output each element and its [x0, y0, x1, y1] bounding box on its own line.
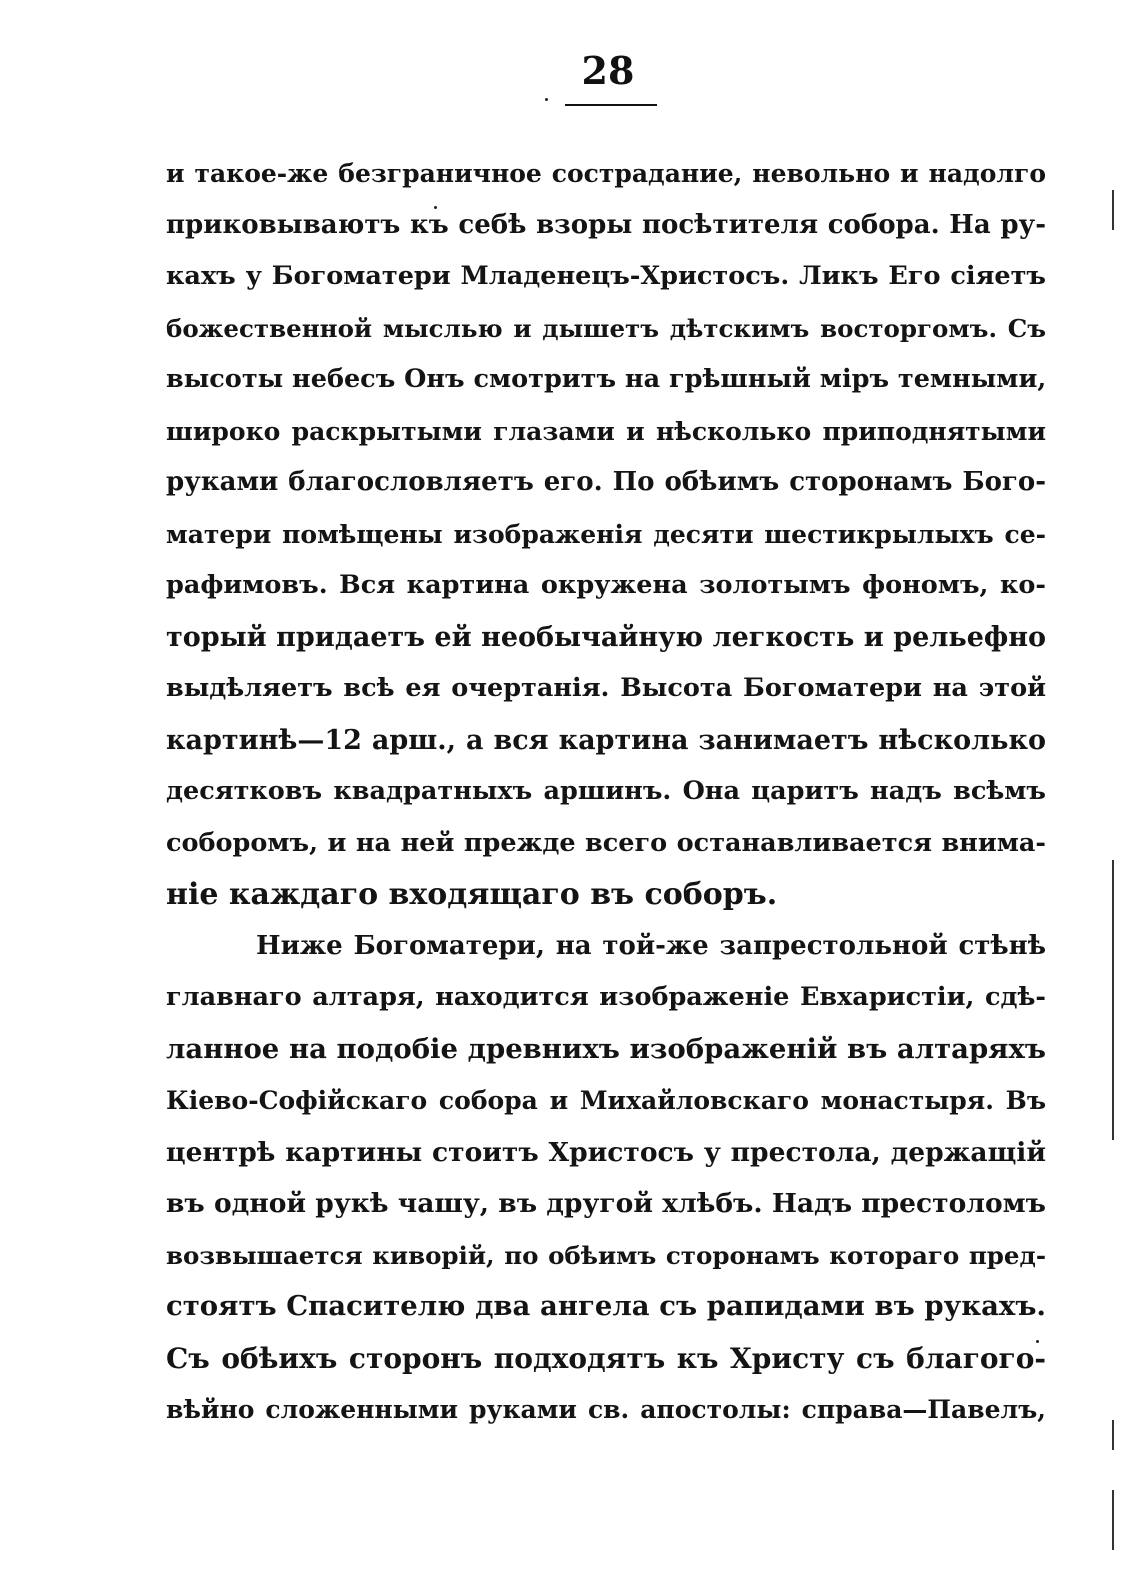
text-line: и такое-же безграничное сострадание, невольно и надолго	[166, 159, 1046, 188]
text-line: вѣйно сложенными руками св. апостолы: справа—Павелъ,	[166, 1395, 1046, 1424]
margin-rule	[1112, 190, 1114, 230]
text-line: торый придаетъ ей необычайную легкость и рельефно	[166, 621, 1046, 653]
margin-rule	[1112, 1420, 1114, 1450]
text-line: Съ обѣихъ сторонъ подходятъ къ Христу съ благого-	[166, 1341, 1046, 1375]
text-line: Ниже Богоматери, на той-же запрестольной стѣнѣ	[256, 930, 1046, 961]
paragraph-1	[166, 148, 1046, 921]
text-line: приковываютъ къ себѣ взоры посѣтителя собора. На ру-	[166, 209, 1046, 240]
text-line: картинѣ—12 арш., а вся картина занимаетъ нѣсколько	[166, 724, 1046, 756]
page-number-underline	[565, 104, 657, 106]
text-line: широко раскрытыми глазами и нѣсколько приподнятыми	[166, 416, 1046, 446]
text-line: высоты небесъ Онъ смотритъ на грѣшный міръ темными,	[166, 364, 1046, 394]
text-line: главнаго алтаря, находится изображеніе Евхаристіи, сдѣ-	[166, 982, 1046, 1012]
body-text	[166, 148, 1046, 1436]
text-line: руками благословляетъ его. По обѣимъ сторонамъ Бого-	[166, 467, 1046, 497]
paragraph-2	[166, 921, 1046, 1436]
text-line: соборомъ, и на ней прежде всего останавливается внима-	[166, 827, 1046, 858]
page-number: 28	[581, 48, 635, 93]
text-line: возвышается киворій, по обѣимъ сторонамъ котораго пред-	[166, 1240, 1046, 1270]
text-line: матери помѣщены изображенія десяти шестикрылыхъ се-	[166, 519, 1046, 549]
text-line: стоятъ Спасителю два ангела съ рапидами въ рукахъ.	[166, 1290, 1046, 1322]
print-speck	[545, 98, 548, 101]
margin-rule	[1112, 1490, 1114, 1550]
text-line: ланное на подобіе древнихъ изображеній въ алтаряхъ	[166, 1032, 1046, 1065]
text-line: десятковъ квадратныхъ аршинъ. Она царитъ надъ всѣмъ	[166, 776, 1046, 806]
text-line: ніе каждаго входящаго въ соборъ.	[166, 877, 778, 912]
margin-rule	[1112, 860, 1114, 1140]
text-line: выдѣляетъ всѣ ея очертанія. Высота Богоматери на этой	[166, 673, 1046, 703]
text-line: кахъ у Богоматери Младенецъ-Христосъ. Ликъ Его сіяетъ	[166, 261, 1046, 291]
text-line: божественной мыслью и дышетъ дѣтскимъ восторгомъ. Съ	[166, 313, 1046, 343]
text-line: Кіево-Софійскаго собора и Михайловскаго монастыря. Въ	[166, 1086, 1046, 1115]
text-line: центрѣ картины стоитъ Христосъ у престола, держащій	[166, 1136, 1046, 1168]
text-line: рафимовъ. Вся картина окружена золотымъ фономъ, ко-	[166, 570, 1046, 600]
text-line: въ одной рукѣ чашу, въ другой хлѣбъ. Надъ престоломъ	[166, 1188, 1046, 1219]
